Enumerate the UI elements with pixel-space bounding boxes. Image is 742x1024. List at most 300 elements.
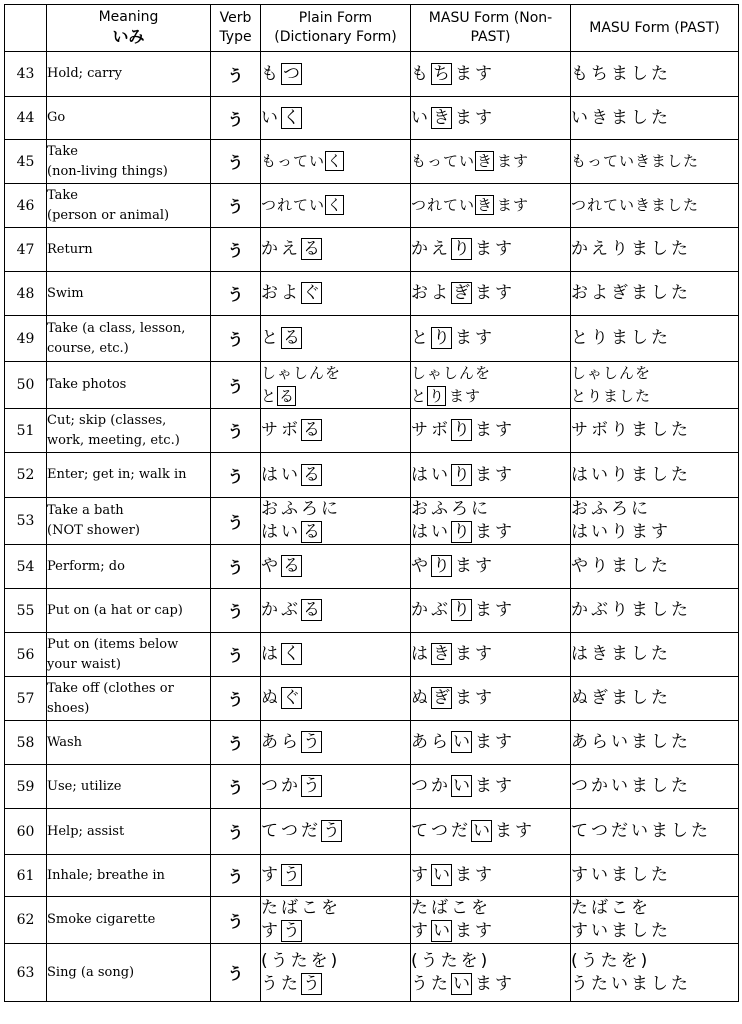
row-masu-past (571, 633, 739, 677)
meaning-line: Take photos (47, 377, 127, 392)
masu-suffix: ます (475, 732, 515, 752)
masu-stem: は (411, 644, 431, 664)
plain-line (261, 498, 410, 521)
row-plain-form (261, 809, 411, 855)
row-meaning (47, 721, 211, 765)
row-verb-type: う (211, 453, 261, 498)
masu-stem: (うたを) (411, 950, 491, 971)
past-line (571, 864, 738, 887)
past-line (571, 63, 738, 86)
meaning-line: Inhale; breathe in (47, 867, 165, 883)
table-row (5, 589, 739, 633)
masu-line (411, 464, 570, 487)
masu-suffix: ます (455, 865, 495, 885)
past-stem: かえりました (571, 239, 691, 259)
masu-line (411, 920, 570, 943)
past-stem: はきました (571, 644, 671, 664)
past-line (571, 464, 738, 487)
plain-stem: たばこを (261, 898, 341, 918)
row-number: 49 (5, 316, 47, 362)
plain-stem: しゃしんを (261, 364, 342, 382)
row-number: 60 (5, 809, 47, 855)
row-masu-nonpast (411, 97, 571, 140)
masu-stem: うた (411, 973, 451, 994)
past-stem: はいります (571, 522, 671, 542)
masu-suffix: ます (475, 776, 515, 796)
row-masu-past (571, 721, 739, 765)
row-masu-past (571, 228, 739, 272)
plain-stem: と (261, 328, 281, 348)
row-meaning (47, 272, 211, 316)
past-line (571, 920, 738, 943)
row-number: 55 (5, 589, 47, 633)
plain-stem: およ (261, 283, 301, 303)
row-verb-type: う (211, 52, 261, 97)
header-plain-form: Plain Form (Dictionary Form) (261, 5, 411, 52)
row-masu-past (571, 677, 739, 721)
masu-line (411, 498, 570, 521)
row-verb-type: う (211, 545, 261, 589)
plain-stem: (うたを) (261, 950, 341, 971)
row-number: 63 (5, 944, 47, 1002)
masu-line (411, 864, 570, 887)
past-line (571, 820, 738, 843)
row-masu-nonpast (411, 362, 571, 409)
row-masu-past (571, 272, 739, 316)
plain-stem: す (261, 921, 281, 941)
meaning-line: shoes) (47, 700, 90, 716)
row-verb-type: う (211, 272, 261, 316)
masu-suffix: ます (449, 387, 482, 405)
masu-line (411, 731, 570, 754)
masu-boxed-ending: り (453, 600, 470, 620)
plain-boxed-ending: く (327, 196, 343, 214)
row-verb-type: う (211, 362, 261, 409)
row-masu-nonpast (411, 633, 571, 677)
past-line (571, 194, 738, 217)
row-number: 45 (5, 140, 47, 184)
masu-line (411, 419, 570, 442)
plain-boxed-ending: つ (283, 63, 300, 84)
row-number: 57 (5, 677, 47, 721)
masu-line (411, 150, 570, 173)
past-stem: おふろに (571, 499, 651, 519)
row-plain-form (261, 855, 411, 897)
past-line (571, 282, 738, 305)
masu-stem: い (411, 107, 431, 128)
past-stem: ぬぎました (571, 688, 671, 708)
plain-boxed-ending: る (303, 239, 320, 259)
row-meaning (47, 897, 211, 944)
row-number: 43 (5, 52, 47, 97)
row-masu-past (571, 184, 739, 228)
past-stem: はいりました (571, 464, 691, 485)
table-row (5, 809, 739, 855)
plain-line (261, 973, 410, 996)
plain-boxed-ending: る (279, 387, 295, 405)
past-line (571, 599, 738, 622)
plain-boxed-ending: う (283, 921, 300, 941)
plain-line (261, 920, 410, 943)
verb-table (4, 4, 739, 1002)
masu-suffix: ます (475, 600, 515, 620)
masu-stem: す (411, 921, 431, 941)
masu-boxed-ending: り (453, 239, 470, 259)
masu-suffix: ます (475, 420, 515, 440)
table-row (5, 184, 739, 228)
table-row (5, 545, 739, 589)
row-meaning (47, 453, 211, 498)
past-line (571, 897, 738, 920)
masu-suffix: ます (475, 283, 515, 303)
header-masu-past: MASU Form (PAST) (571, 5, 739, 52)
masu-stem: す (411, 865, 431, 885)
masu-line (411, 327, 570, 350)
table-row (5, 97, 739, 140)
meaning-line: Take off (clothes or (47, 680, 174, 696)
past-line (571, 498, 738, 521)
past-stem: しゃしんを (571, 364, 652, 382)
plain-line (261, 820, 410, 843)
past-line (571, 385, 738, 408)
plain-stem: つか (261, 776, 301, 796)
past-stem: たばこを (571, 898, 651, 918)
meaning-line: your waist) (47, 656, 121, 672)
meaning-line: Smoke cigarette (47, 912, 156, 927)
row-masu-nonpast (411, 944, 571, 1002)
row-verb-type: う (211, 498, 261, 545)
row-meaning (47, 498, 211, 545)
row-meaning (47, 409, 211, 453)
masu-boxed-ending: い (433, 921, 450, 941)
masu-boxed-ending: い (453, 732, 470, 752)
masu-stem: かえ (411, 239, 451, 259)
masu-line (411, 950, 570, 973)
header-meaning (47, 5, 211, 52)
masu-suffix: ます (455, 688, 495, 708)
row-plain-form (261, 453, 411, 498)
table-row (5, 453, 739, 498)
row-plain-form (261, 677, 411, 721)
meaning-line: Hold; carry (47, 66, 122, 81)
row-masu-past (571, 809, 739, 855)
row-verb-type: う (211, 184, 261, 228)
row-meaning (47, 545, 211, 589)
masu-line (411, 362, 570, 385)
past-line (571, 327, 738, 350)
plain-line (261, 864, 410, 887)
table-row (5, 228, 739, 272)
meaning-line: Help; assist (47, 823, 125, 839)
row-verb-type: う (211, 633, 261, 677)
past-stem: もっていきました (571, 152, 700, 170)
masu-boxed-ending: き (433, 107, 450, 128)
masu-stem: や (411, 556, 431, 576)
past-stem: すいました (571, 921, 671, 941)
row-meaning (47, 855, 211, 897)
plain-boxed-ending: る (303, 522, 320, 542)
table-row (5, 140, 739, 184)
table-row (5, 944, 739, 1002)
row-masu-past (571, 765, 739, 809)
table-row (5, 362, 739, 409)
past-stem: すいました (571, 865, 671, 885)
past-line (571, 555, 738, 578)
masu-line (411, 521, 570, 544)
row-number: 52 (5, 453, 47, 498)
table-row (5, 52, 739, 97)
row-masu-past (571, 545, 739, 589)
plain-line (261, 687, 410, 710)
plain-stem: サボ (261, 420, 301, 440)
table-row (5, 765, 739, 809)
row-masu-nonpast (411, 809, 571, 855)
row-masu-nonpast (411, 855, 571, 897)
masu-boxed-ending: り (429, 387, 445, 405)
meaning-line: (non-living things) (47, 163, 168, 179)
masu-suffix: ます (455, 328, 495, 348)
plain-stem: うた (261, 973, 301, 994)
row-verb-type: う (211, 809, 261, 855)
plain-boxed-ending: く (283, 107, 300, 128)
row-meaning (47, 633, 211, 677)
meaning-line: Perform; do (47, 558, 125, 574)
plain-line (261, 385, 410, 408)
masu-suffix: ます (455, 644, 495, 664)
plain-stem: や (261, 556, 281, 576)
row-meaning (47, 809, 211, 855)
plain-line (261, 238, 410, 261)
row-masu-past (571, 97, 739, 140)
masu-boxed-ending: り (453, 464, 470, 485)
plain-line (261, 464, 410, 487)
masu-stem: ぬ (411, 688, 431, 708)
row-masu-nonpast (411, 498, 571, 545)
past-line (571, 775, 738, 798)
plain-boxed-ending: る (303, 420, 320, 440)
row-meaning (47, 316, 211, 362)
meaning-line: Sing (a song) (47, 964, 135, 980)
masu-stem: かぶ (411, 600, 451, 620)
header-meaning-en: Meaning (98, 9, 159, 25)
plain-line (261, 599, 410, 622)
row-meaning (47, 944, 211, 1002)
row-meaning (47, 362, 211, 409)
table-row (5, 409, 739, 453)
plain-boxed-ending: る (303, 600, 320, 620)
masu-boxed-ending: り (453, 522, 470, 542)
masu-line (411, 63, 570, 86)
plain-line (261, 555, 410, 578)
row-verb-type: う (211, 409, 261, 453)
row-plain-form (261, 184, 411, 228)
masu-suffix: ます (455, 921, 495, 941)
row-masu-past (571, 897, 739, 944)
masu-suffix: ます (497, 152, 530, 170)
row-number: 47 (5, 228, 47, 272)
row-number: 54 (5, 545, 47, 589)
past-stem: サボりました (571, 420, 691, 440)
masu-line (411, 555, 570, 578)
plain-boxed-ending: う (303, 973, 320, 994)
masu-suffix: ます (455, 556, 495, 576)
plain-boxed-ending: う (303, 732, 320, 752)
past-line (571, 150, 738, 173)
meaning-line: Put on (a hat or cap) (47, 602, 183, 618)
masu-stem: と (411, 328, 431, 348)
table-row (5, 272, 739, 316)
row-masu-nonpast (411, 140, 571, 184)
masu-stem: サボ (411, 420, 451, 440)
row-number: 58 (5, 721, 47, 765)
plain-stem: かぶ (261, 600, 301, 620)
row-meaning (47, 765, 211, 809)
header-row (5, 5, 739, 52)
past-stem: かぶりました (571, 600, 691, 620)
row-number: 62 (5, 897, 47, 944)
past-line (571, 238, 738, 261)
meaning-line: Return (47, 241, 93, 257)
past-line (571, 687, 738, 710)
plain-line (261, 362, 410, 385)
row-plain-form (261, 498, 411, 545)
masu-line (411, 599, 570, 622)
meaning-line: course, etc.) (47, 340, 129, 356)
row-masu-nonpast (411, 409, 571, 453)
header-masu-nonpast: MASU Form (Non-PAST) (411, 5, 571, 52)
past-line (571, 107, 738, 130)
past-stem: とりました (571, 387, 652, 405)
past-line (571, 419, 738, 442)
plain-line (261, 731, 410, 754)
row-meaning (47, 228, 211, 272)
masu-line (411, 687, 570, 710)
past-stem: (うたを) (571, 950, 651, 971)
plain-stem: てつだ (261, 821, 321, 841)
row-masu-past (571, 52, 739, 97)
plain-stem: かえ (261, 239, 301, 259)
past-stem: うたいました (571, 973, 691, 994)
table-row (5, 633, 739, 677)
plain-boxed-ending: る (283, 328, 300, 348)
masu-stem: つか (411, 776, 451, 796)
row-meaning (47, 589, 211, 633)
row-number: 48 (5, 272, 47, 316)
plain-line (261, 150, 410, 173)
masu-stem: およ (411, 283, 451, 303)
plain-boxed-ending: く (327, 152, 343, 170)
plain-line (261, 107, 410, 130)
header-meaning-jp: いみ (112, 27, 145, 46)
row-masu-nonpast (411, 453, 571, 498)
row-plain-form (261, 228, 411, 272)
plain-boxed-ending: る (283, 556, 300, 576)
plain-stem: あら (261, 732, 301, 752)
past-stem: およぎました (571, 283, 691, 303)
masu-boxed-ending: ぎ (453, 283, 470, 303)
row-number: 50 (5, 362, 47, 409)
meaning-line: (person or animal) (47, 207, 170, 223)
masu-suffix: ます (497, 196, 530, 214)
plain-boxed-ending: る (303, 464, 320, 485)
row-number: 56 (5, 633, 47, 677)
past-line (571, 731, 738, 754)
row-masu-nonpast (411, 272, 571, 316)
row-verb-type: う (211, 316, 261, 362)
masu-line (411, 643, 570, 666)
masu-boxed-ending: い (453, 973, 470, 994)
table-row (5, 897, 739, 944)
row-masu-past (571, 362, 739, 409)
row-masu-nonpast (411, 721, 571, 765)
masu-boxed-ending: ち (433, 63, 450, 84)
meaning-line: Cut; skip (classes, (47, 412, 167, 428)
masu-boxed-ending: い (453, 776, 470, 796)
plain-line (261, 950, 410, 973)
row-plain-form (261, 589, 411, 633)
past-line (571, 643, 738, 666)
masu-stem: てつだ (411, 821, 471, 841)
past-stem: やりました (571, 556, 671, 576)
row-masu-nonpast (411, 897, 571, 944)
header-verb-type: Verb Type (211, 5, 261, 52)
row-masu-nonpast (411, 589, 571, 633)
table-row (5, 677, 739, 721)
plain-stem: と (261, 387, 278, 405)
row-masu-nonpast (411, 316, 571, 362)
masu-suffix: ます (475, 239, 515, 259)
meaning-line: Take (47, 187, 78, 203)
plain-stem: す (261, 865, 281, 885)
masu-stem: もってい (411, 152, 476, 170)
row-meaning (47, 52, 211, 97)
row-verb-type: う (211, 228, 261, 272)
row-verb-type: う (211, 140, 261, 184)
plain-boxed-ending: う (323, 821, 340, 841)
masu-line (411, 107, 570, 130)
plain-boxed-ending: う (283, 865, 300, 885)
row-meaning (47, 677, 211, 721)
meaning-line: Put on (items below (47, 636, 179, 652)
row-verb-type: う (211, 765, 261, 809)
row-masu-nonpast (411, 228, 571, 272)
row-plain-form (261, 409, 411, 453)
masu-boxed-ending: い (433, 865, 450, 885)
masu-boxed-ending: き (433, 644, 450, 664)
row-number: 51 (5, 409, 47, 453)
plain-line (261, 327, 410, 350)
row-plain-form (261, 633, 411, 677)
row-masu-nonpast (411, 545, 571, 589)
row-plain-form (261, 272, 411, 316)
masu-boxed-ending: き (477, 152, 493, 170)
plain-boxed-ending: ぐ (303, 283, 320, 303)
row-number: 46 (5, 184, 47, 228)
meaning-line: work, meeting, etc.) (47, 432, 180, 448)
row-verb-type: う (211, 897, 261, 944)
meaning-line: Take (47, 143, 78, 159)
masu-stem: はい (411, 464, 451, 485)
plain-stem: ぬ (261, 688, 281, 708)
plain-boxed-ending: く (283, 644, 300, 664)
plain-boxed-ending: ぐ (283, 688, 300, 708)
meaning-line: Wash (47, 734, 83, 750)
plain-stem: もってい (261, 152, 326, 170)
plain-line (261, 521, 410, 544)
masu-line (411, 897, 570, 920)
table-row (5, 498, 739, 545)
meaning-line: Go (47, 110, 66, 125)
